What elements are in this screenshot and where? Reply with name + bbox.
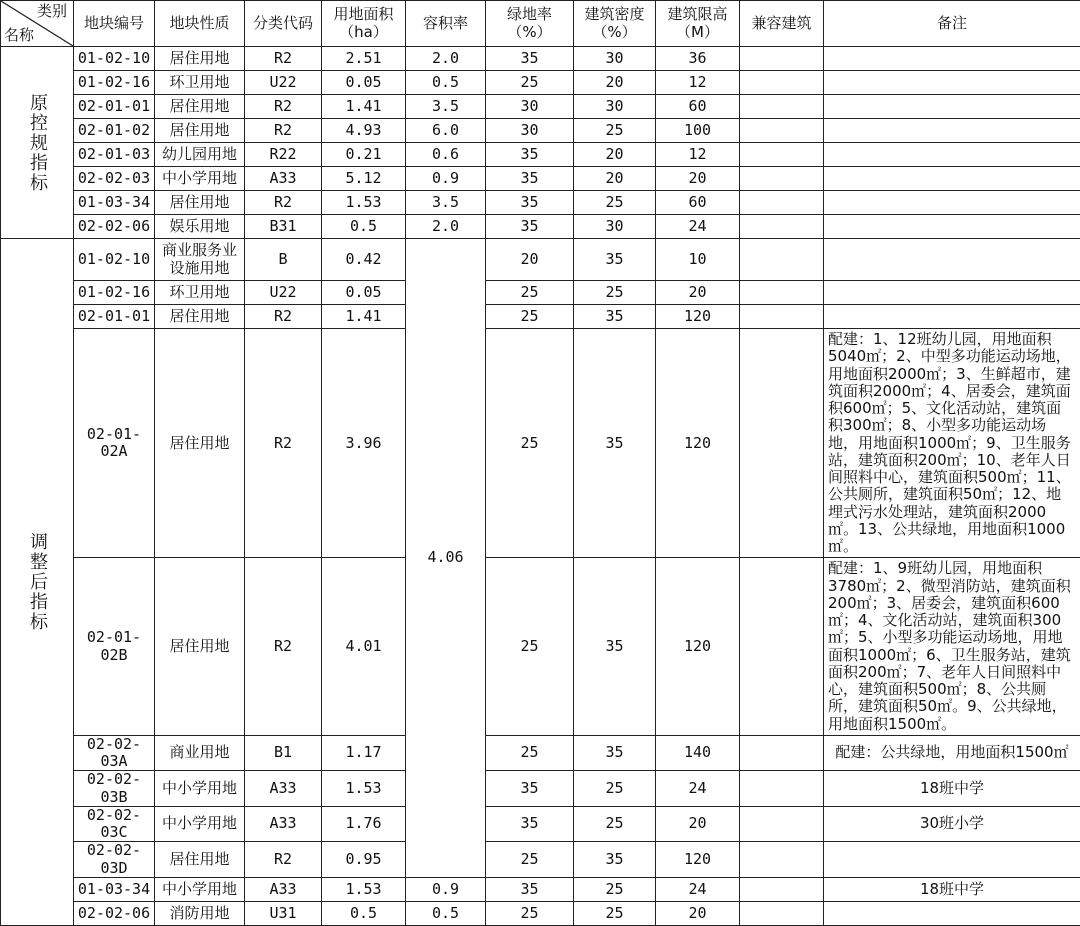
cell-remark — [824, 281, 1080, 305]
cell-area: 0.95 — [322, 842, 406, 878]
table-row — [1, 806, 1080, 842]
cell-id: 02-02-03D — [74, 842, 155, 878]
cell-id: 01-02-10 — [74, 47, 155, 71]
cell-nature: 中小学用地 — [155, 771, 245, 807]
cell-density: 30 — [574, 215, 656, 239]
cell-area: 0.05 — [322, 71, 406, 95]
cell-code: R2 — [245, 119, 322, 143]
table-row — [1, 95, 1080, 119]
cell-density: 20 — [574, 143, 656, 167]
cell-area: 1.53 — [322, 877, 406, 901]
col-header-far — [406, 1, 486, 47]
cell-code: B1 — [245, 735, 322, 771]
cell-nature: 商业用地 — [155, 735, 245, 771]
cell-remark — [824, 305, 1080, 329]
cell-nature: 娱乐用地 — [155, 215, 245, 239]
col-header-density — [574, 1, 656, 47]
cell-height: 140 — [656, 735, 740, 771]
col-header-id-label: 地块编号 — [84, 14, 144, 32]
group-label-adjusted-wrap — [1, 239, 73, 925]
cell-density: 35 — [574, 735, 656, 771]
cell-compatible — [740, 281, 824, 305]
cell-density: 25 — [574, 771, 656, 807]
cell-area: 0.5 — [322, 215, 406, 239]
cell-id: 01-03-34 — [74, 877, 155, 901]
group-label-original-text: 原控规指标 — [24, 93, 50, 193]
cell-height: 20 — [656, 281, 740, 305]
cell-code: A33 — [245, 877, 322, 901]
cell-height: 12 — [656, 71, 740, 95]
cell-density: 30 — [574, 47, 656, 71]
cell-remark — [824, 239, 1080, 281]
col-header-code — [245, 1, 322, 47]
cell-nature: 环卫用地 — [155, 281, 245, 305]
cell-height: 20 — [656, 901, 740, 925]
cell-far: 0.9 — [406, 877, 486, 901]
corner-label-category: 类别 — [37, 3, 67, 20]
cell-compatible — [740, 842, 824, 878]
cell-far-merged: 4.06 — [406, 239, 486, 878]
cell-green: 35 — [486, 877, 574, 901]
col-header-area — [322, 1, 406, 47]
cell-nature: 居住用地 — [155, 305, 245, 329]
cell-compatible — [740, 305, 824, 329]
cell-height: 100 — [656, 119, 740, 143]
cell-density: 20 — [574, 167, 656, 191]
table-row — [1, 239, 1080, 281]
cell-compatible — [740, 329, 824, 558]
table-row — [1, 877, 1080, 901]
cell-area: 1.41 — [322, 305, 406, 329]
col-header-remark — [824, 1, 1080, 47]
cell-nature: 居住用地 — [155, 47, 245, 71]
cell-nature: 居住用地 — [155, 329, 245, 558]
cell-id: 02-01-02A — [74, 329, 155, 558]
cell-code: U22 — [245, 71, 322, 95]
col-header-density-label: 建筑密度 — [584, 5, 644, 23]
col-header-green — [486, 1, 574, 47]
table-row — [1, 143, 1080, 167]
cell-compatible — [740, 143, 824, 167]
cell-remark — [824, 215, 1080, 239]
cell-far: 0.6 — [406, 143, 486, 167]
cell-area: 4.93 — [322, 119, 406, 143]
cell-density: 35 — [574, 842, 656, 878]
cell-id: 02-02-03C — [74, 806, 155, 842]
table-row — [1, 71, 1080, 95]
cell-height: 20 — [656, 167, 740, 191]
cell-height: 60 — [656, 95, 740, 119]
cell-remark — [824, 191, 1080, 215]
cell-green: 30 — [486, 119, 574, 143]
col-header-area-label: 用地面积 — [333, 5, 393, 23]
cell-far: 0.9 — [406, 167, 486, 191]
cell-density: 25 — [574, 191, 656, 215]
cell-area: 0.5 — [322, 901, 406, 925]
cell-far: 2.0 — [406, 47, 486, 71]
cell-green: 35 — [486, 47, 574, 71]
cell-id: 01-02-10 — [74, 239, 155, 281]
cell-area: 4.01 — [322, 558, 406, 736]
cell-id: 01-02-16 — [74, 71, 155, 95]
cell-code: R2 — [245, 329, 322, 558]
cell-id: 02-01-01 — [74, 95, 155, 119]
cell-code: R22 — [245, 143, 322, 167]
table-row — [1, 119, 1080, 143]
cell-area: 3.96 — [322, 329, 406, 558]
cell-id: 02-02-06 — [74, 215, 155, 239]
cell-area: 1.41 — [322, 95, 406, 119]
cell-density: 25 — [574, 901, 656, 925]
cell-area: 0.21 — [322, 143, 406, 167]
cell-remark — [824, 167, 1080, 191]
col-header-green-unit: （%） — [507, 23, 551, 41]
col-header-code-label: 分类代码 — [253, 14, 313, 32]
cell-area: 5.12 — [322, 167, 406, 191]
cell-green: 20 — [486, 239, 574, 281]
cell-green: 25 — [486, 71, 574, 95]
cell-height: 20 — [656, 806, 740, 842]
cell-area: 1.17 — [322, 735, 406, 771]
table-row — [1, 842, 1080, 878]
cell-code: U31 — [245, 901, 322, 925]
table-row — [1, 735, 1080, 771]
table-row — [1, 771, 1080, 807]
cell-compatible — [740, 167, 824, 191]
cell-green: 25 — [486, 558, 574, 736]
cell-compatible — [740, 191, 824, 215]
cell-green: 25 — [486, 735, 574, 771]
cell-density: 35 — [574, 329, 656, 558]
cell-compatible — [740, 215, 824, 239]
cell-compatible — [740, 71, 824, 95]
cell-id: 02-02-06 — [74, 901, 155, 925]
cell-compatible — [740, 771, 824, 807]
cell-code: R2 — [245, 305, 322, 329]
cell-height: 36 — [656, 47, 740, 71]
cell-compatible — [740, 239, 824, 281]
cell-id: 02-01-01 — [74, 305, 155, 329]
cell-density: 25 — [574, 877, 656, 901]
col-header-height-unit: （M） — [676, 23, 719, 41]
cell-remark: 配建：公共绿地，用地面积1500㎡ — [824, 735, 1080, 771]
cell-nature: 消防用地 — [155, 901, 245, 925]
cell-id: 02-01-02 — [74, 119, 155, 143]
group-label-adjusted-text: 调整后指标 — [24, 532, 50, 632]
cell-remark — [824, 143, 1080, 167]
cell-remark — [824, 901, 1080, 925]
cell-height: 12 — [656, 143, 740, 167]
col-header-id — [74, 1, 155, 47]
cell-nature: 中小学用地 — [155, 806, 245, 842]
cell-height: 10 — [656, 239, 740, 281]
cell-code: U22 — [245, 281, 322, 305]
cell-remark: 配建：1、9班幼儿园，用地面积3780㎡；2、微型消防站，建筑面积200㎡；3、居委会，建筑面积600㎡；4、文化活动站，建筑面积300㎡；5、小型多功能运动场地，用地面积1000㎡；6、卫生服务站，建筑面积200㎡；7、老年人日间照料中心，建筑面积500㎡；8、公共厕所，建筑面积50㎡。9、公共绿地，用地面积1500㎡。 — [824, 558, 1080, 736]
cell-code: R2 — [245, 95, 322, 119]
cell-green: 25 — [486, 329, 574, 558]
cell-remark — [824, 47, 1080, 71]
group-label-original — [1, 47, 74, 239]
cell-remark: 18班中学 — [824, 771, 1080, 807]
cell-green: 25 — [486, 305, 574, 329]
cell-compatible — [740, 735, 824, 771]
cell-nature: 中小学用地 — [155, 167, 245, 191]
cell-code: R2 — [245, 191, 322, 215]
col-header-nature-label: 地块性质 — [169, 14, 229, 32]
cell-nature: 居住用地 — [155, 95, 245, 119]
cell-density: 35 — [574, 558, 656, 736]
cell-remark: 18班中学 — [824, 877, 1080, 901]
cell-area: 1.76 — [322, 806, 406, 842]
cell-id: 01-03-34 — [74, 191, 155, 215]
cell-density: 25 — [574, 119, 656, 143]
col-header-green-label: 绿地率 — [507, 5, 552, 23]
cell-nature: 居住用地 — [155, 842, 245, 878]
cell-green: 35 — [486, 215, 574, 239]
cell-remark: 30班小学 — [824, 806, 1080, 842]
cell-code: A33 — [245, 771, 322, 807]
cell-green: 35 — [486, 806, 574, 842]
table-row — [1, 901, 1080, 925]
group-label-adjusted — [1, 239, 74, 926]
cell-compatible — [740, 901, 824, 925]
cell-green: 35 — [486, 771, 574, 807]
cell-code: B — [245, 239, 322, 281]
table-body — [1, 47, 1080, 926]
cell-id: 02-02-03A — [74, 735, 155, 771]
cell-code: A33 — [245, 167, 322, 191]
group-label-original-wrap — [1, 47, 73, 238]
cell-height: 60 — [656, 191, 740, 215]
cell-id: 01-02-16 — [74, 281, 155, 305]
cell-code: R2 — [245, 47, 322, 71]
cell-far: 2.0 — [406, 215, 486, 239]
cell-height: 120 — [656, 329, 740, 558]
cell-green: 25 — [486, 281, 574, 305]
cell-green: 35 — [486, 191, 574, 215]
cell-far: 3.5 — [406, 95, 486, 119]
cell-density: 35 — [574, 305, 656, 329]
cell-remark — [824, 95, 1080, 119]
cell-id: 02-02-03B — [74, 771, 155, 807]
cell-compatible — [740, 806, 824, 842]
cell-compatible — [740, 47, 824, 71]
table-row — [1, 281, 1080, 305]
col-header-remark-label: 备注 — [937, 14, 967, 32]
table-row — [1, 215, 1080, 239]
cell-area: 1.53 — [322, 771, 406, 807]
cell-green: 35 — [486, 143, 574, 167]
cell-compatible — [740, 558, 824, 736]
col-header-compatible — [740, 1, 824, 47]
cell-density: 35 — [574, 239, 656, 281]
cell-green: 35 — [486, 167, 574, 191]
cell-area: 1.53 — [322, 191, 406, 215]
corner-label-name: 名称 — [4, 27, 34, 44]
corner-header-cell — [1, 1, 74, 47]
table-row — [1, 558, 1080, 736]
table-row — [1, 47, 1080, 71]
cell-green: 25 — [486, 842, 574, 878]
col-header-height — [656, 1, 740, 47]
header-row — [1, 1, 1080, 47]
cell-nature: 环卫用地 — [155, 71, 245, 95]
cell-id: 02-02-03 — [74, 167, 155, 191]
cell-nature: 商业服务业设施用地 — [155, 239, 245, 281]
col-header-nature — [155, 1, 245, 47]
cell-id: 02-01-03 — [74, 143, 155, 167]
cell-far: 0.5 — [406, 901, 486, 925]
cell-area: 0.42 — [322, 239, 406, 281]
cell-nature: 居住用地 — [155, 119, 245, 143]
cell-far: 0.5 — [406, 71, 486, 95]
cell-code: B31 — [245, 215, 322, 239]
cell-height: 24 — [656, 877, 740, 901]
col-header-density-unit: （%） — [592, 23, 636, 41]
cell-nature: 居住用地 — [155, 191, 245, 215]
cell-height: 24 — [656, 215, 740, 239]
cell-compatible — [740, 95, 824, 119]
cell-area: 0.05 — [322, 281, 406, 305]
cell-density: 20 — [574, 71, 656, 95]
table-row — [1, 191, 1080, 215]
cell-height: 120 — [656, 842, 740, 878]
cell-compatible — [740, 119, 824, 143]
cell-remark — [824, 842, 1080, 878]
cell-density: 25 — [574, 281, 656, 305]
cell-nature: 居住用地 — [155, 558, 245, 736]
cell-height: 24 — [656, 771, 740, 807]
cell-far: 6.0 — [406, 119, 486, 143]
table-row — [1, 167, 1080, 191]
cell-id: 02-01-02B — [74, 558, 155, 736]
table-row — [1, 305, 1080, 329]
col-header-height-label: 建筑限高 — [667, 5, 727, 23]
table-row — [1, 329, 1080, 558]
col-header-compatible-label: 兼容建筑 — [751, 14, 811, 32]
col-header-area-unit: （ha） — [339, 23, 388, 41]
cell-green: 25 — [486, 901, 574, 925]
cell-density: 25 — [574, 806, 656, 842]
cell-code: A33 — [245, 806, 322, 842]
col-header-far-label: 容积率 — [423, 14, 468, 32]
cell-code: R2 — [245, 558, 322, 736]
cell-nature: 中小学用地 — [155, 877, 245, 901]
cell-remark — [824, 71, 1080, 95]
cell-height: 120 — [656, 305, 740, 329]
cell-area: 2.51 — [322, 47, 406, 71]
cell-far: 3.5 — [406, 191, 486, 215]
cell-density: 30 — [574, 95, 656, 119]
cell-remark — [824, 119, 1080, 143]
cell-height: 120 — [656, 558, 740, 736]
cell-code: R2 — [245, 842, 322, 878]
cell-nature: 幼儿园用地 — [155, 143, 245, 167]
cell-compatible — [740, 877, 824, 901]
cell-remark: 配建：1、12班幼儿园，用地面积5040㎡；2、中型多功能运动场地，用地面积2000㎡；3、生鲜超市，建筑面积2000㎡；4、居委会，建筑面积600㎡；5、文化活动站，建筑面积300㎡；8、小型多功能运动场地，用地面积1000㎡；9、卫生服务站，建筑面积200㎡；10、老年人日间照料中心，建筑面积500㎡；11、公共厕所，建筑面积50㎡；12、地埋式污水处理站，建筑面积2000㎡。13、公共绿地，用地面积1000㎡。 — [824, 329, 1080, 558]
cell-green: 30 — [486, 95, 574, 119]
